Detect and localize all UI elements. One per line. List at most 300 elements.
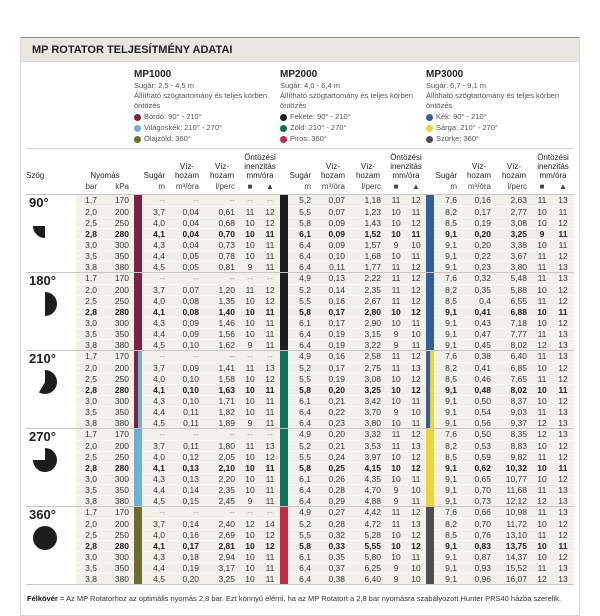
- table-cell: 11: [260, 484, 280, 495]
- table-cell: 10,98: [505, 507, 527, 518]
- table-cell: 0,08: [170, 306, 204, 317]
- table-cell: 12: [532, 339, 552, 350]
- table-row: [76, 484, 574, 495]
- table-cell: 3,32: [364, 429, 381, 440]
- nozzle-color-bar: [134, 362, 142, 373]
- table-cell: 5,8: [288, 384, 316, 395]
- table-cell: 3,7: [142, 362, 170, 373]
- table-header-row: [26, 148, 574, 181]
- table-cell: 0,05: [170, 261, 204, 272]
- table-cell: 2,77: [496, 206, 532, 217]
- nozzle-color-bar: [280, 395, 288, 406]
- table-cell: 13: [558, 195, 568, 206]
- table-cell: 8,5: [434, 451, 462, 462]
- angle-label: 360°: [29, 507, 56, 523]
- square-icon: ■: [393, 182, 399, 192]
- table-cell: 11: [386, 518, 406, 529]
- table-row: [76, 261, 574, 272]
- pressure-kpa-cell: 300: [102, 473, 134, 484]
- table-cell: 6,4: [288, 261, 316, 272]
- table-cell: 5,8: [288, 540, 316, 551]
- nozzle-color-bar: [134, 573, 142, 584]
- table-cell: 11: [260, 339, 280, 350]
- table-cell: 4,5: [142, 495, 170, 506]
- table-cell: 11: [260, 406, 280, 417]
- product-name: MP1000: [134, 69, 172, 80]
- table-cell: 12: [406, 306, 426, 317]
- nozzle-color-bar: [426, 551, 434, 562]
- table-cell: 11: [386, 261, 406, 272]
- table-cell: 12: [406, 261, 426, 272]
- col-header-intenzitas: Öntözési inenzitás mm/óra: [537, 152, 569, 181]
- nozzle-color-bar: [134, 551, 142, 562]
- table-cell: 10: [386, 551, 406, 562]
- table-cell: 0,04: [170, 206, 204, 217]
- nozzle-color-bar: [280, 484, 288, 495]
- nozzle-color-bar: [280, 228, 288, 239]
- table-cell: 13: [552, 339, 574, 350]
- pressure-kpa-cell: 170: [114, 273, 129, 284]
- nozzle-color-bar: [134, 384, 142, 395]
- table-cell: 3,25: [496, 228, 532, 239]
- table-cell: --: [159, 351, 165, 362]
- table-cell: 10: [532, 551, 552, 562]
- angle-group-90: [26, 194, 574, 272]
- table-row: [76, 373, 574, 384]
- table-cell: 6,88: [496, 306, 532, 317]
- table-cell: 12: [260, 206, 280, 217]
- table-cell: 0,19: [462, 217, 496, 228]
- table-cell: 10: [386, 250, 406, 261]
- table-cell: 1,35: [204, 295, 240, 306]
- table-cell: 2,67: [350, 295, 386, 306]
- table-cell: 10: [386, 451, 406, 462]
- table-cell: 0,07: [328, 195, 345, 206]
- product-header-mp3000: [426, 69, 572, 145]
- table-cell: 5,5: [288, 451, 316, 462]
- table-cell: 11: [552, 206, 574, 217]
- nozzle-color-bar: [134, 429, 142, 440]
- nozzle-color-bar: [280, 507, 288, 518]
- nozzle-color-bar: [280, 362, 288, 373]
- nozzle-color-bar: [134, 373, 142, 384]
- table-cell: 10: [240, 562, 260, 573]
- table-row: [76, 462, 574, 473]
- table-cell: 9: [240, 261, 260, 272]
- table-cell: 1,46: [204, 317, 240, 328]
- table-cell: 10: [532, 540, 552, 551]
- table-cell: 12: [537, 429, 547, 440]
- table-cell: 11: [532, 373, 552, 384]
- table-cell: 9: [386, 328, 406, 339]
- table-cell: 12: [260, 217, 280, 228]
- table-cell: 11: [532, 451, 552, 462]
- table-cell: 4,0: [142, 295, 170, 306]
- pressure-kpa-cell: 350: [102, 406, 134, 417]
- table-cell: 11: [406, 495, 426, 506]
- table-row: [76, 429, 574, 440]
- table-cell: 1,68: [350, 250, 386, 261]
- color-dot-icon: [426, 136, 433, 143]
- table-cell: 0,19: [316, 373, 350, 384]
- table-cell: 0,73: [462, 495, 496, 506]
- table-cell: 8,02: [496, 339, 532, 350]
- table-cell: --: [193, 429, 199, 440]
- table-cell: 9,1: [434, 473, 462, 484]
- table-cell: 11: [260, 495, 280, 506]
- nozzle-color-bar: [134, 206, 142, 217]
- nozzle-color-bar: [134, 239, 142, 250]
- table-cell: 3,08: [496, 217, 532, 228]
- table-cell: 0,09: [170, 317, 204, 328]
- nozzle-color-item: [426, 112, 572, 123]
- table-cell: --: [247, 273, 253, 284]
- table-row: [76, 529, 574, 540]
- pressure-bar-cell: 3,0: [76, 473, 102, 484]
- table-cell: 11: [260, 261, 280, 272]
- table-cell: 0,11: [170, 440, 204, 451]
- pressure-kpa-cell: 200: [102, 518, 134, 529]
- pressure-kpa-cell: 350: [102, 328, 134, 339]
- nozzle-color-bar: [134, 406, 142, 417]
- table-cell: 11: [391, 429, 401, 440]
- table-cell: 12,12: [496, 495, 532, 506]
- table-cell: 10: [386, 217, 406, 228]
- table-cell: 0,17: [462, 206, 496, 217]
- table-cell: 2,22: [364, 273, 381, 284]
- table-cell: 14: [260, 518, 280, 529]
- unit-kpa: kPa: [115, 182, 129, 192]
- table-cell: 12: [406, 384, 426, 395]
- table-cell: 0,23: [462, 261, 496, 272]
- table-row: [76, 306, 574, 317]
- table-cell: 12: [552, 362, 574, 373]
- table-cell: 4,1: [142, 540, 170, 551]
- nozzle-color-bar: [134, 195, 142, 206]
- table-cell: 10: [532, 473, 552, 484]
- table-cell: 4,3: [142, 551, 170, 562]
- nozzle-color-bar: [134, 261, 142, 272]
- table-cell: 10: [386, 417, 406, 428]
- nozzle-color-bar: [280, 217, 288, 228]
- pressure-bar-cell: 2,8: [76, 228, 102, 239]
- unit-lperc: l/perc: [361, 182, 381, 192]
- pressure-kpa-cell: 200: [102, 284, 134, 295]
- nozzle-color-bar: [426, 484, 434, 495]
- nozzle-color-bar: [134, 228, 142, 239]
- table-cell: --: [193, 273, 199, 284]
- table-cell: --: [159, 507, 165, 518]
- pressure-kpa-cell: 170: [114, 195, 129, 206]
- table-cell: 13: [552, 406, 574, 417]
- pressure-kpa-cell: 380: [102, 339, 134, 350]
- table-cell: 6,1: [288, 317, 316, 328]
- group-rows: [76, 195, 574, 272]
- table-cell: 4,0: [142, 451, 170, 462]
- nozzle-color-list: [280, 112, 426, 145]
- table-cell: 4,1: [142, 462, 170, 473]
- table-cell: 0,48: [462, 384, 496, 395]
- nozzle-color-label: Világoskék: 210° - 270°: [144, 123, 222, 133]
- pressure-kpa-cell: 280: [102, 306, 134, 317]
- table-cell: --: [229, 429, 235, 440]
- table-cell: 10: [240, 406, 260, 417]
- table-cell: 11: [406, 250, 426, 261]
- col-header-vizhozam: Víz-hozam: [209, 162, 234, 181]
- table-cell: 0,13: [170, 462, 204, 473]
- pressure-kpa-cell: 280: [102, 384, 134, 395]
- pressure-bar-cell: 1,7: [85, 507, 97, 518]
- table-cell: 11: [260, 384, 280, 395]
- table-cell: 9,1: [434, 317, 462, 328]
- pressure-bar-cell: 3,8: [76, 495, 102, 506]
- nozzle-color-label: Bordó: 90° - 210°: [144, 112, 202, 122]
- pressure-kpa-cell: 280: [102, 540, 134, 551]
- table-cell: 5,8: [288, 217, 316, 228]
- table-cell: 7,77: [496, 328, 532, 339]
- table-cell: 13: [552, 328, 574, 339]
- table-cell: 12: [411, 507, 421, 518]
- triangle-icon: ▲: [412, 182, 420, 192]
- nozzle-color-item: [280, 134, 426, 145]
- table-cell: 0,08: [170, 295, 204, 306]
- table-cell: 2,40: [204, 518, 240, 529]
- pressure-bar-cell: 3,0: [76, 551, 102, 562]
- table-row: [76, 495, 574, 506]
- table-cell: 0,07: [316, 206, 350, 217]
- angle-label-cell: [26, 429, 76, 506]
- table-cell: 6,40: [350, 573, 386, 584]
- arc-icon: [33, 526, 57, 550]
- table-cell: 10,77: [496, 473, 532, 484]
- pressure-kpa-cell: 300: [102, 239, 134, 250]
- table-cell: --: [159, 273, 165, 284]
- table-cell: 2,35: [350, 284, 386, 295]
- nozzle-color-list: [426, 112, 572, 145]
- pressure-bar-cell: 3,8: [76, 261, 102, 272]
- table-cell: 6,4: [288, 406, 316, 417]
- angle-group-180: [26, 272, 574, 350]
- table-cell: 3,53: [350, 440, 386, 451]
- table-cell: 9,1: [434, 562, 462, 573]
- nozzle-color-label: Sárga: 210° - 270°: [436, 123, 498, 133]
- table-cell: 12: [406, 373, 426, 384]
- nozzle-color-bar: [280, 440, 288, 451]
- table-cell: 7,65: [496, 373, 532, 384]
- table-cell: 10: [240, 328, 260, 339]
- pressure-bar-cell: 3,8: [76, 573, 102, 584]
- nozzle-color-bar: [134, 250, 142, 261]
- unit-lperc: l/perc: [507, 182, 527, 192]
- table-cell: 11: [532, 250, 552, 261]
- table-cell: 11: [552, 306, 574, 317]
- angle-group-270: [26, 428, 574, 506]
- table-cell: 3,80: [350, 417, 386, 428]
- table-cell: 2,69: [204, 529, 240, 540]
- table-cell: 1,77: [350, 261, 386, 272]
- table-row: [76, 507, 574, 518]
- table-cell: 9,1: [434, 228, 462, 239]
- table-cell: 3,38: [496, 239, 532, 250]
- product-radius: Sugár: 2,5 - 4,5 m: [134, 81, 195, 90]
- table-cell: 3,42: [350, 395, 386, 406]
- table-cell: 0,17: [316, 317, 350, 328]
- table-cell: 11: [406, 395, 426, 406]
- pressure-bar-cell: 1,7: [85, 351, 97, 362]
- table-cell: 10: [532, 462, 552, 473]
- table-cell: 11: [532, 295, 552, 306]
- table-cell: --: [193, 507, 199, 518]
- nozzle-color-item: [426, 134, 572, 145]
- table-cell: 12: [552, 250, 574, 261]
- table-cell: 5,5: [288, 373, 316, 384]
- table-cell: 0,32: [474, 273, 491, 284]
- table-cell: 10: [386, 228, 406, 239]
- table-cell: 0,19: [316, 339, 350, 350]
- table-cell: 4,9: [299, 351, 311, 362]
- table-cell: 3,22: [350, 339, 386, 350]
- table-cell: 1,18: [364, 195, 381, 206]
- table-cell: 5,2: [299, 195, 311, 206]
- table-cell: 1,71: [204, 395, 240, 406]
- table-row: [76, 195, 574, 206]
- unit-bar: bar: [85, 182, 97, 192]
- table-cell: 0,76: [462, 529, 496, 540]
- table-cell: 11: [391, 195, 401, 206]
- pressure-bar-cell: 3,8: [76, 339, 102, 350]
- table-cell: 11: [406, 206, 426, 217]
- unit-m: m: [450, 182, 457, 192]
- table-cell: 10: [240, 239, 260, 250]
- nozzle-color-bar: [280, 195, 288, 206]
- nozzle-color-bar: [280, 284, 288, 295]
- table-cell: 4,9: [299, 507, 311, 518]
- nozzle-color-bar: [280, 540, 288, 551]
- color-dot-icon: [134, 136, 141, 143]
- nozzle-color-bar: [134, 484, 142, 495]
- table-cell: 13: [552, 484, 574, 495]
- table-cell: 6,4: [288, 239, 316, 250]
- pressure-bar-cell: 3,0: [76, 317, 102, 328]
- table-cell: --: [193, 195, 199, 206]
- nozzle-color-bar: [280, 351, 288, 362]
- table-cell: 10: [240, 250, 260, 261]
- table-cell: 0,10: [170, 395, 204, 406]
- table-cell: 9: [386, 573, 406, 584]
- pressure-bar-cell: 3,5: [76, 250, 102, 261]
- table-cell: 2,20: [204, 473, 240, 484]
- table-cell: 10: [240, 395, 260, 406]
- table-cell: 10: [386, 395, 406, 406]
- table-cell: 13: [558, 507, 568, 518]
- table-cell: 0,16: [316, 295, 350, 306]
- table-cell: 11: [260, 250, 280, 261]
- table-cell: 11: [260, 317, 280, 328]
- angle-label-cell: [26, 507, 76, 584]
- table-cell: 4,0: [142, 373, 170, 384]
- table-cell: 11: [260, 462, 280, 473]
- nozzle-color-bar: [280, 451, 288, 462]
- arc-icon: [33, 214, 57, 238]
- nozzle-color-bar: [426, 261, 434, 272]
- table-cell: 9,1: [434, 306, 462, 317]
- table-cell: 0,35: [462, 284, 496, 295]
- table-cell: --: [159, 195, 165, 206]
- table-cell: 11: [260, 328, 280, 339]
- table-cell: 0,61: [204, 206, 240, 217]
- table-cell: 0,20: [328, 429, 345, 440]
- table-cell: 11: [406, 417, 426, 428]
- angle-label: 180°: [29, 273, 56, 289]
- table-cell: 2,80: [350, 306, 386, 317]
- table-row: [76, 273, 574, 284]
- table-cell: 12: [552, 295, 574, 306]
- table-cell: 11: [386, 284, 406, 295]
- pressure-bar-cell: 3,0: [76, 239, 102, 250]
- group-rows: [76, 351, 574, 428]
- table-cell: 12: [406, 284, 426, 295]
- nozzle-color-bar: [426, 195, 434, 206]
- table-cell: 4,1: [142, 306, 170, 317]
- table-cell: 12: [260, 540, 280, 551]
- table-cell: 0,70: [462, 484, 496, 495]
- table-cell: 0,19: [316, 328, 350, 339]
- pressure-bar-cell: 2,8: [76, 462, 102, 473]
- table-cell: 4,5: [142, 339, 170, 350]
- table-cell: 11: [240, 362, 260, 373]
- table-cell: 9: [386, 406, 406, 417]
- table-cell: 11: [537, 351, 547, 362]
- table-cell: 0,13: [328, 273, 345, 284]
- table-cell: 0,53: [462, 440, 496, 451]
- table-cell: 9: [240, 417, 260, 428]
- table-cell: 12: [552, 518, 574, 529]
- table-cell: 3,15: [350, 328, 386, 339]
- table-cell: 11: [406, 551, 426, 562]
- footnote: [21, 585, 579, 615]
- table-cell: 13,75: [496, 540, 532, 551]
- table-cell: 0,37: [316, 562, 350, 573]
- pressure-bar-cell: 2,8: [76, 540, 102, 551]
- nozzle-color-item: [134, 134, 280, 145]
- table-cell: 9,1: [434, 406, 462, 417]
- table-cell: 10: [532, 362, 552, 373]
- table-cell: 10: [406, 239, 426, 250]
- nozzle-color-item: [134, 123, 280, 134]
- table-cell: 0,46: [462, 373, 496, 384]
- table-row: [76, 351, 574, 362]
- pressure-bar-cell: 2,5: [76, 451, 102, 462]
- table-row: [76, 250, 574, 261]
- nozzle-color-bar: [134, 217, 142, 228]
- table-cell: 10: [386, 206, 406, 217]
- table-cell: 4,70: [350, 484, 386, 495]
- table-cell: 11: [391, 507, 401, 518]
- nozzle-color-bar: [280, 317, 288, 328]
- pressure-bar-cell: 3,5: [76, 406, 102, 417]
- pressure-kpa-cell: 350: [102, 562, 134, 573]
- nozzle-color-bar: [280, 573, 288, 584]
- table-cell: 11: [240, 284, 260, 295]
- table-cell: 0,20: [170, 573, 204, 584]
- table-row: [76, 473, 574, 484]
- table-cell: 2,90: [350, 317, 386, 328]
- table-cell: 10: [386, 317, 406, 328]
- table-cell: 7,6: [445, 429, 457, 440]
- table-cell: 0,10: [170, 373, 204, 384]
- table-cell: 8,5: [434, 529, 462, 540]
- pressure-kpa-cell: 170: [114, 429, 129, 440]
